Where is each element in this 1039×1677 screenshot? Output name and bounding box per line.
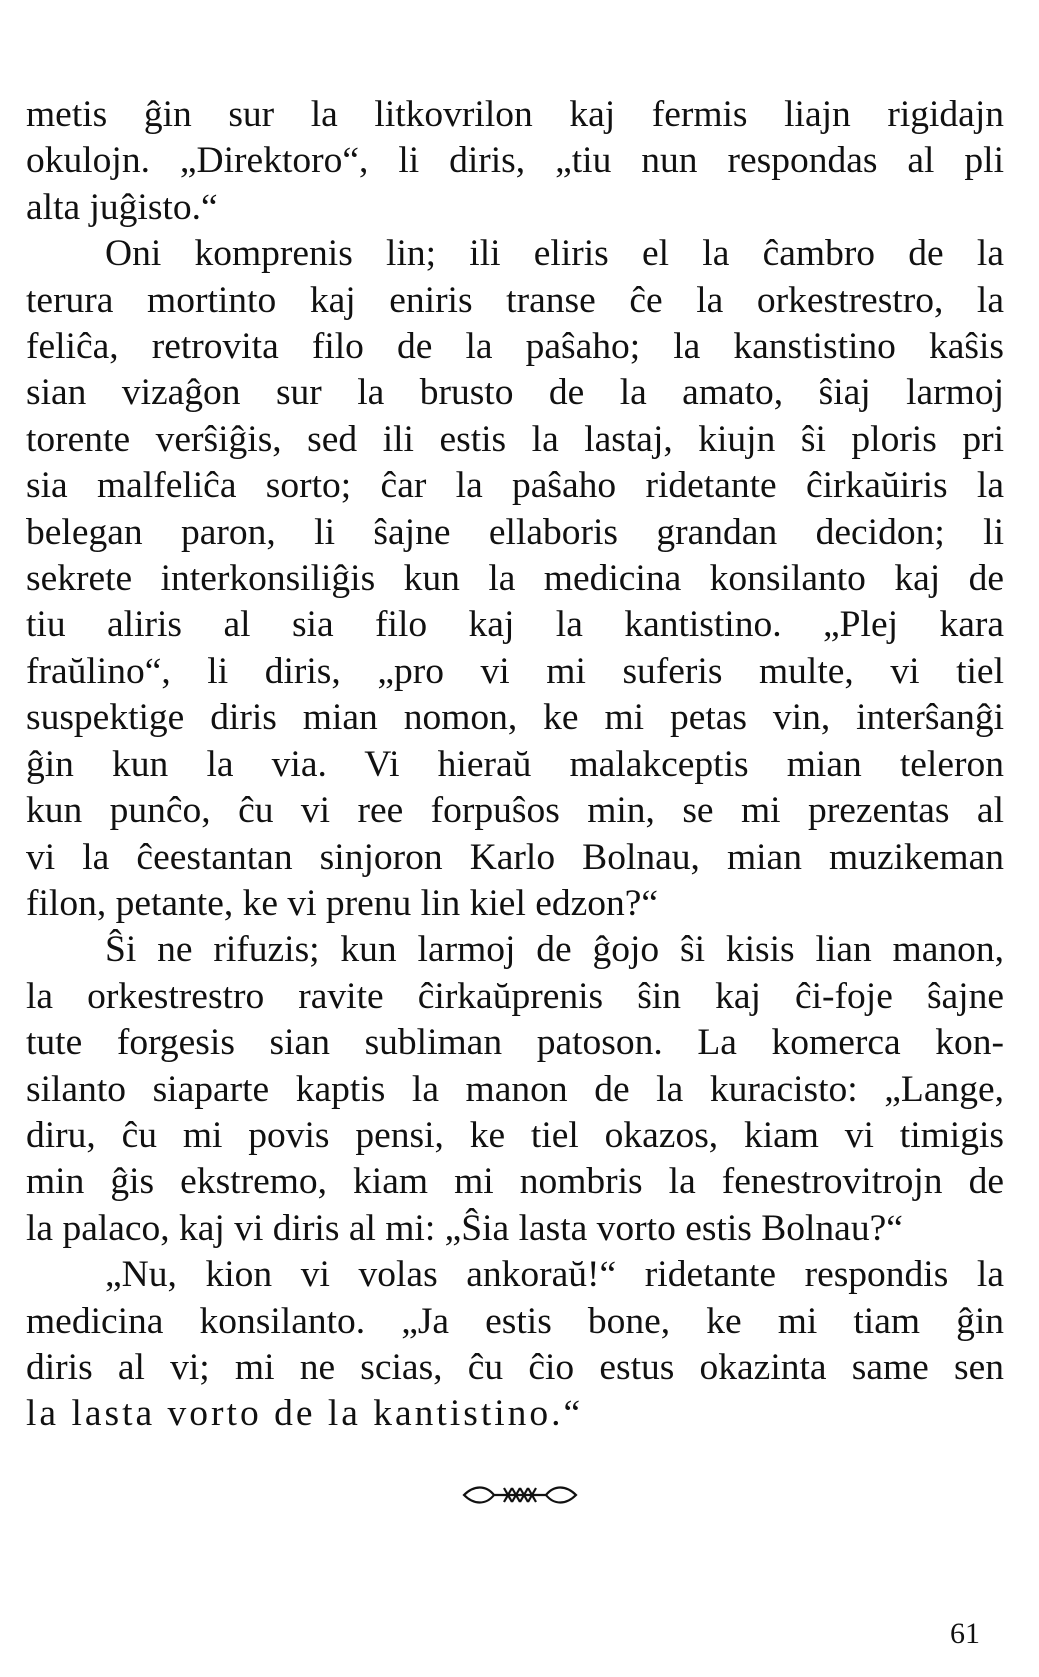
text-line: vi la ĉeestantan sinjoron Karlo Bolnau, mian muzikeman bbox=[26, 836, 1004, 878]
text-line: okulojn. „Direktoro“, li diris, „tiu nun respondas al pli bbox=[26, 140, 1004, 182]
text-line: sekrete interkonsiliĝis kun la medicina konsilanto kaj de bbox=[26, 558, 1004, 600]
text-line: sia malfeliĉa sorto; ĉar la paŝaho ridetante ĉirkaŭiris la bbox=[26, 465, 1004, 507]
text-line: filon, petante, ke vi prenu lin kiel edzon?“ bbox=[26, 882, 659, 924]
text-line: ĝin kun la via. Vi hieraŭ malakceptis mian teleron bbox=[26, 743, 1004, 785]
text-line: fraŭlino“, li diris, „pro vi mi suferis multe, vi tiel bbox=[26, 650, 1004, 692]
text-line: medicina konsilanto. „Ja estis bone, ke mi tiam ĝin bbox=[26, 1300, 1004, 1342]
text-line: la lasta vorto de la kantistino.“ bbox=[26, 1393, 584, 1435]
text-line: kun punĉo, ĉu vi ree forpuŝos min, se mi prezentas al bbox=[26, 790, 1004, 832]
text-line: la palaco, kaj vi diris al mi: „Ŝia lasta vorto estis Bolnau?“ bbox=[26, 1207, 903, 1249]
text-line: silanto siaparte kaptis la manon de la kuracisto: „Lange, bbox=[26, 1068, 1004, 1110]
text-line: Oni komprenis lin; ili eliris el la ĉambro de la bbox=[105, 233, 1004, 275]
page-text bbox=[26, 92, 1004, 1438]
paragraph bbox=[26, 927, 1004, 1252]
text-line: min ĝis ekstremo, kiam mi nombris la fenestrovitrojn de bbox=[26, 1161, 1004, 1203]
paragraph bbox=[26, 231, 1004, 927]
paragraph bbox=[26, 92, 1004, 231]
text-line: diris al vi; mi ne scias, ĉu ĉio estus okazinta same sen bbox=[26, 1346, 1004, 1388]
ornament-divider bbox=[460, 1483, 580, 1507]
page-number: 61 bbox=[950, 1617, 980, 1650]
text-line: feliĉa, retrovita filo de la paŝaho; la kanstistino kaŝis bbox=[26, 326, 1004, 368]
text-line: metis ĝin sur la litkovrilon kaj fermis liajn rigidajn bbox=[26, 94, 1004, 135]
text-line: la orkestrestro ravite ĉirkaŭprenis ŝin kaj ĉi-foje ŝajne bbox=[26, 975, 1004, 1017]
text-line: suspektige diris mian nomon, ke mi petas vin, interŝanĝi bbox=[26, 697, 1004, 739]
text-line: sian vizaĝon sur la brusto de la amato, ŝiaj larmoj bbox=[26, 372, 1004, 414]
text-line: belegan paron, li ŝajne ellaboris grandan decidon; li bbox=[26, 511, 1004, 553]
text-line: tute forgesis sian subliman patoson. La komerca kon- bbox=[26, 1022, 1004, 1064]
text-line: terura mortinto kaj eniris transe ĉe la orkestrestro, la bbox=[26, 279, 1004, 321]
text-line: „Nu, kion vi volas ankoraŭ!“ ridetante respondis la bbox=[105, 1254, 1004, 1296]
text-line: diru, ĉu mi povis pensi, ke tiel okazos, kiam vi timigis bbox=[26, 1114, 1004, 1156]
text-line: Ŝi ne rifuzis; kun larmoj de ĝojo ŝi kisis lian manon, bbox=[105, 929, 1004, 971]
text-line: tiu aliris al sia filo kaj la kantistino. „Plej kara bbox=[26, 604, 1004, 646]
text-line: alta juĝisto.“ bbox=[26, 186, 218, 228]
text-line: torente verŝiĝis, sed ili estis la lastaj, kiujn ŝi ploris pri bbox=[26, 418, 1004, 460]
paragraph bbox=[26, 1252, 1004, 1438]
